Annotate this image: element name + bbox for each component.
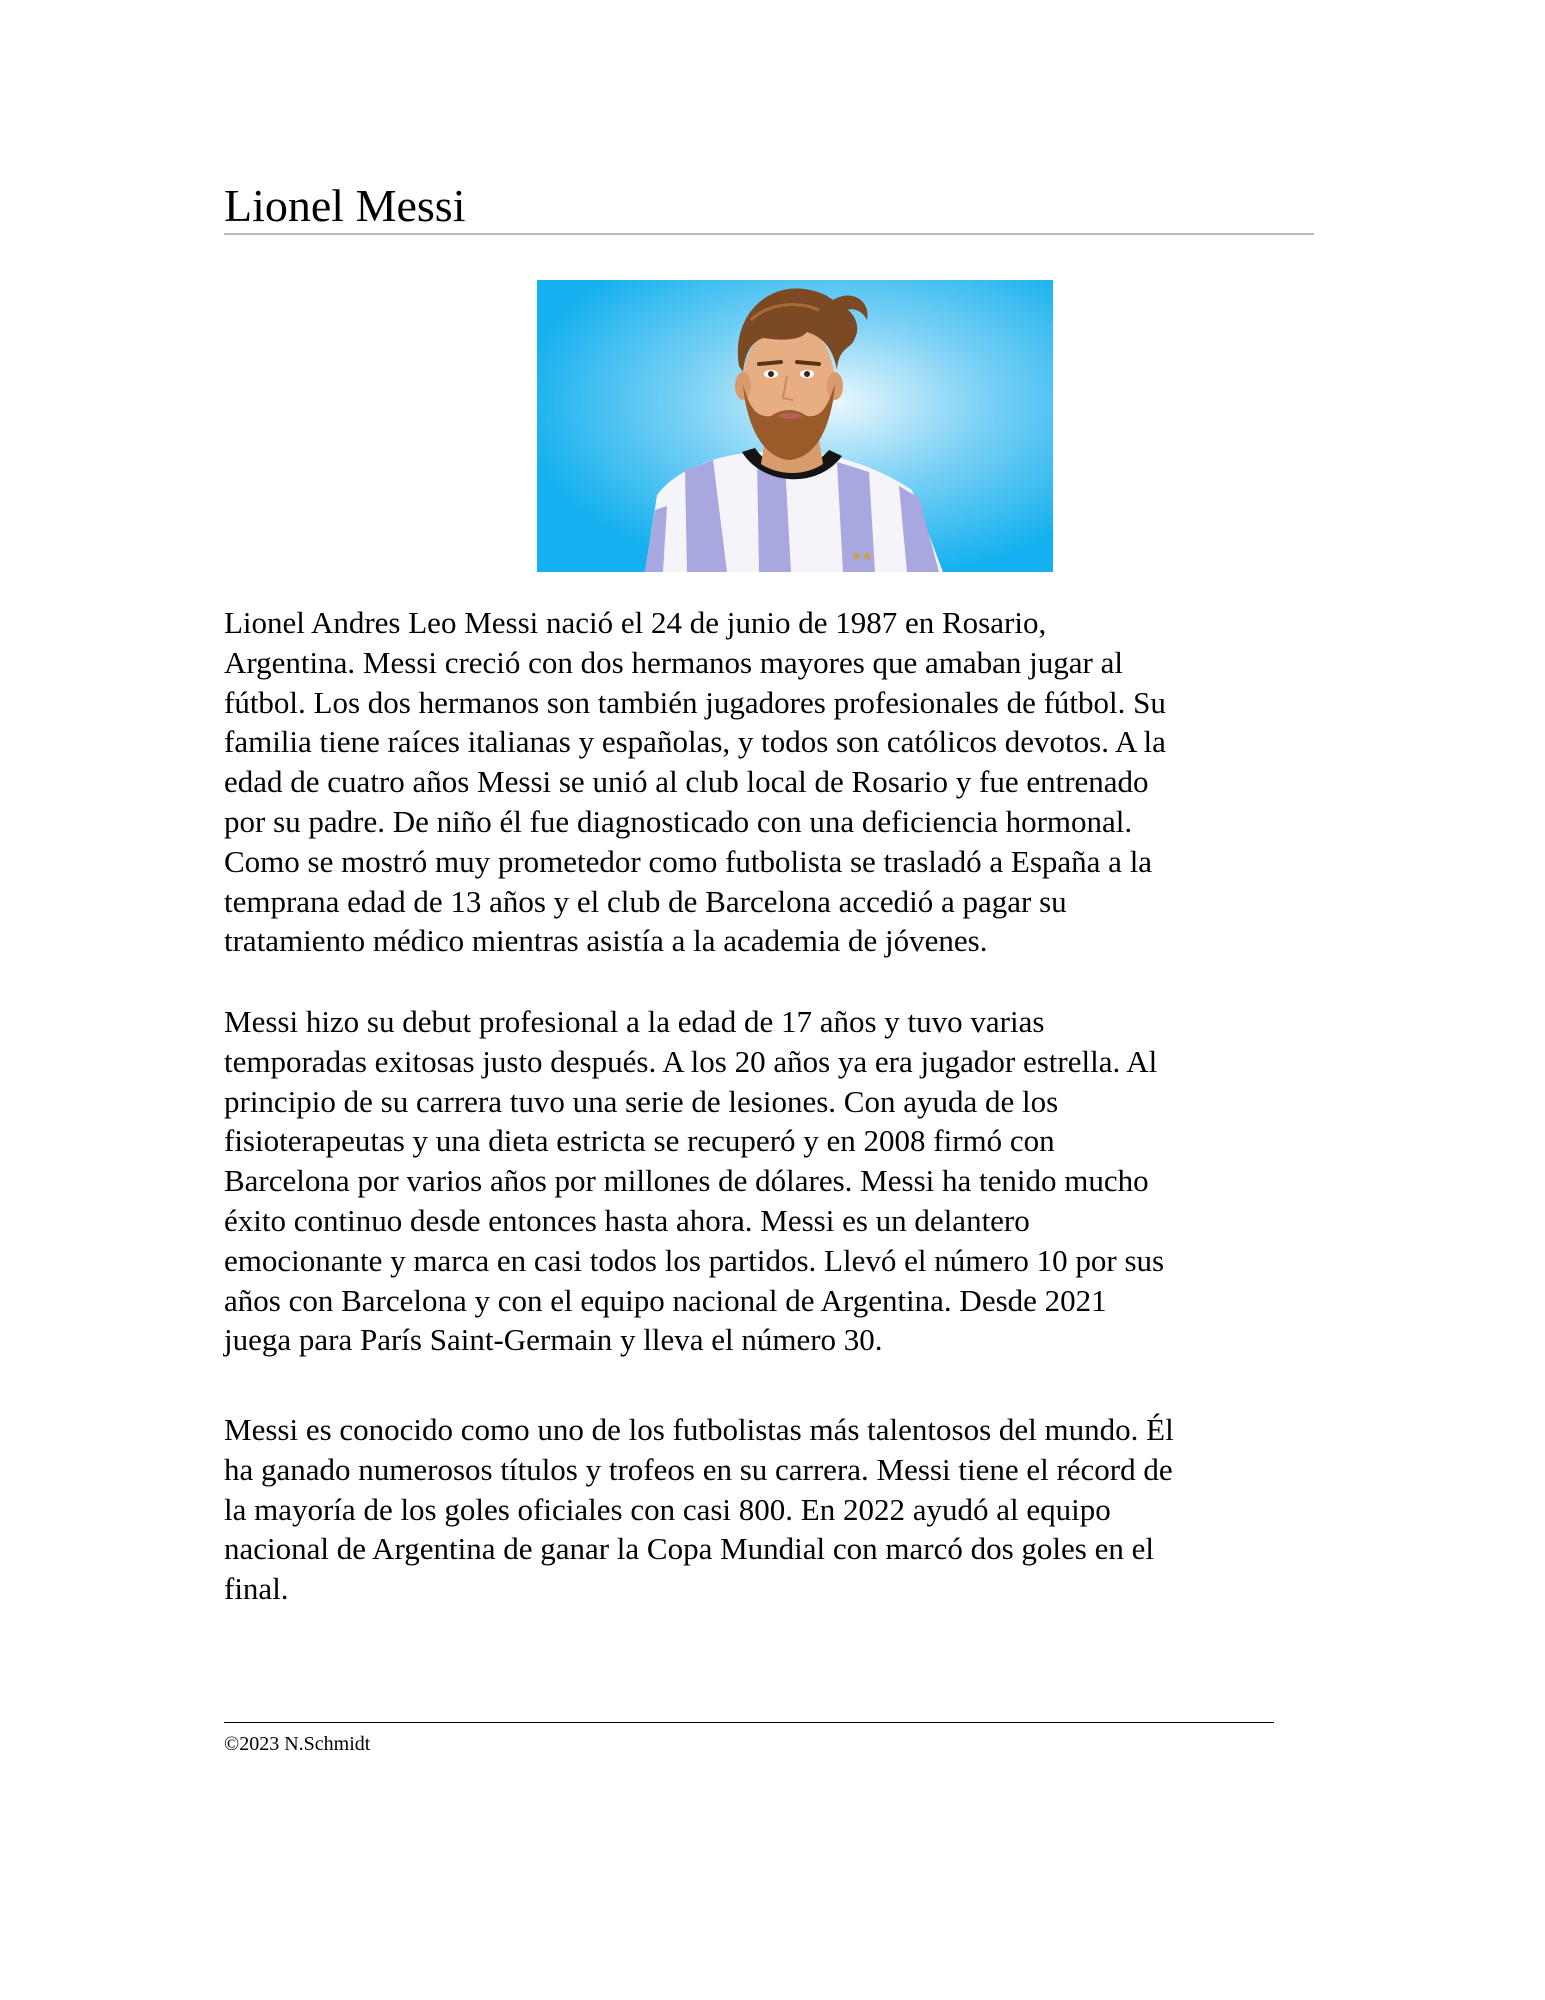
paragraph-line: temporadas exitosas justo después. A los 20 años ya era jugador estrella. Al (224, 1043, 1158, 1079)
paragraph-line: temprana edad de 13 años y el club de Barcelona accedió a pagar su (224, 883, 1067, 919)
paragraph-line: familia tiene raíces italianas y españolas, y todos son católicos devotos. A la (224, 724, 1166, 760)
paragraph-line: Lionel Andres Leo Messi nació el 24 de junio de 1987 en Rosario, (224, 605, 1047, 640)
paragraph-line: años con Barcelona y con el equipo nacional de Argentina. Desde 2021 (224, 1282, 1107, 1318)
paragraph-1 (224, 603, 1334, 961)
paragraph-line: final. (224, 1571, 289, 1607)
paragraph-3 (224, 1410, 1334, 1609)
paragraph-line: éxito continuo desde entonces hasta ahora. Messi es un delantero (224, 1202, 1030, 1238)
paragraph-line: fútbol. Los dos hermanos son también jugadores profesionales de fútbol. Su (224, 684, 1166, 720)
page-title: Lionel Messi (224, 180, 466, 231)
paragraph-line: Argentina. Messi creció con dos hermanos mayores que amaban jugar al (224, 644, 1123, 680)
paragraph-line: Messi hizo su debut profesional a la edad de 17 años y tuvo varias (224, 1004, 1045, 1039)
paragraph-line: tratamiento médico mientras asistía a la academia de jóvenes. (224, 923, 988, 959)
paragraph-line: edad de cuatro años Messi se unió al club local de Rosario y fue entrenado (224, 764, 1149, 800)
paragraph-line: ha ganado numerosos títulos y trofeos en su carrera. Messi tiene el récord de (224, 1451, 1173, 1487)
paragraph-line: Messi es conocido como uno de los futbolistas más talentosos del mundo. Él (224, 1412, 1174, 1447)
paragraph-line: nacional de Argentina de ganar la Copa Mundial con marcó dos goles en el (224, 1531, 1154, 1567)
paragraph-line: Barcelona por varios años por millones de dólares. Messi ha tenido mucho (224, 1163, 1149, 1199)
paragraph-line: la mayoría de los goles oficiales con casi 800. En 2022 ayudó al equipo (224, 1491, 1111, 1527)
footer-copyright: ©2023 N.Schmidt (224, 1733, 371, 1755)
paragraph-line: Como se mostró muy prometedor como futbolista se trasladó a España a la (224, 843, 1153, 879)
paragraph-line: por su padre. De niño él fue diagnosticado con una deficiencia hormonal. (224, 803, 1133, 839)
title-divider (224, 233, 1314, 235)
paragraph-2 (224, 1002, 1334, 1360)
paragraph-line: juega para París Saint-Germain y lleva el número 30. (224, 1322, 883, 1358)
portrait-illustration-icon (537, 280, 1053, 572)
paragraph-line: fisioterapeutas y una dieta estricta se recuperó y en 2008 firmó con (224, 1123, 1055, 1159)
footer-divider (224, 1722, 1274, 1723)
svg-text:★★: ★★ (851, 549, 873, 563)
paragraph-line: principio de su carrera tuvo una serie de lesiones. Con ayuda de los (224, 1083, 1059, 1119)
paragraph-line: emocionante y marca en casi todos los partidos. Llevó el número 10 por sus (224, 1242, 1165, 1278)
